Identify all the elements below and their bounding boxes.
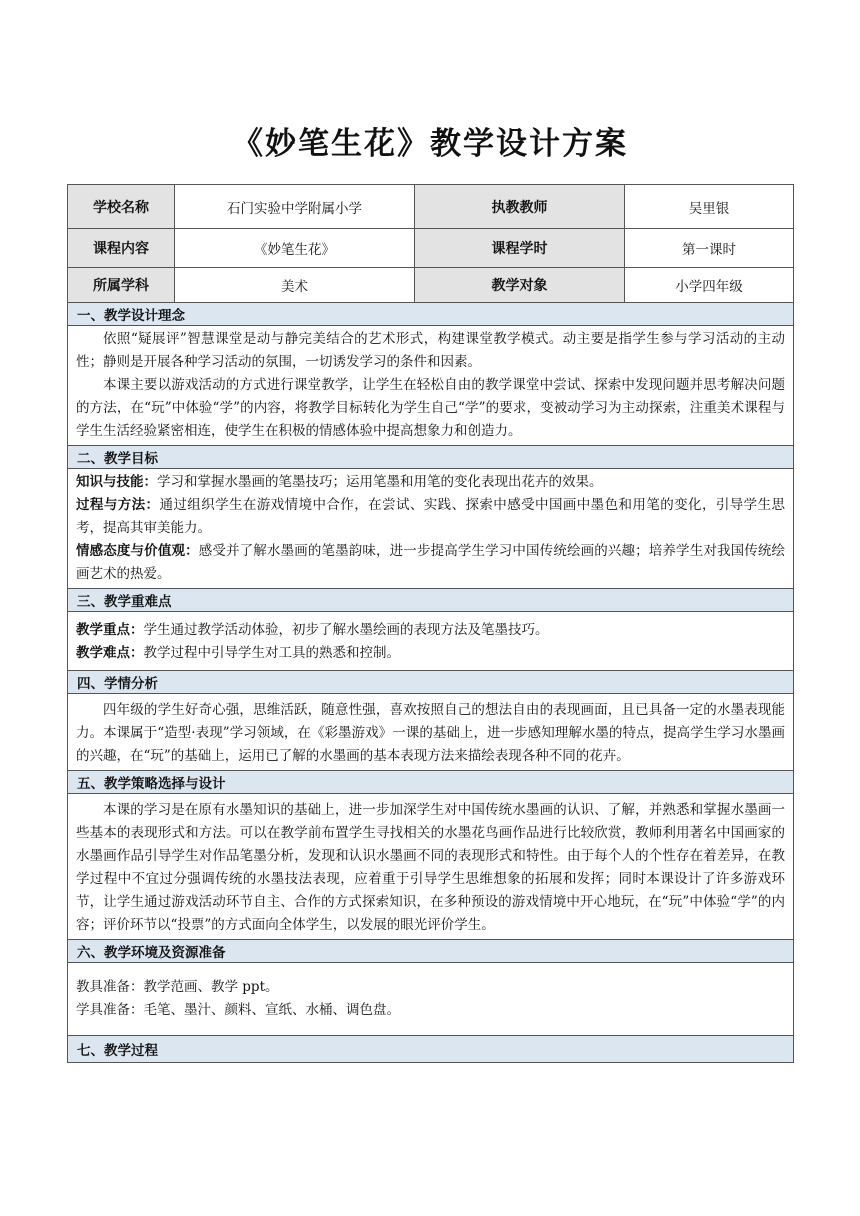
section-heading-objectives: 二、教学目标 [68,446,794,469]
target-label: 教学对象 [415,268,625,303]
key-point-label: 教学重点： [76,622,144,638]
difficulty-label: 教学难点： [76,645,144,661]
section-body-key-points [68,612,794,671]
paragraph: 本课的学习是在原有水墨知识的基础上，进一步加深学生对中国传统水墨画的认识、了解，并熟悉和掌握水墨画一些基本的表现形式和方法。可以在教学前布置学生寻找相关的水墨花鸟画作品进行比较欣赏，教师利用著名中国画家的水墨画作品引导学生对作品笔墨分析，发现和认识水墨画不同的表现形式和特性。由于每个人的个性存在着差异，在教学过程中不宜过分强调传统的水墨技法表现，应着重于引导学生思维想象的拓展和发挥；同时本课设计了许多游戏环节，让学生通过游戏活动环节自主、合作的方式探索知识，在多种预设的游戏情境中开心地玩，在“玩”中体验“学”的内容；评价环节以“投票”的方式面向全体学生，以发展的眼光评价学生。 [76,802,785,933]
key-point-text: 学生通过教学活动体验，初步了解水墨绘画的表现方法及笔墨技巧。 [143,622,549,638]
paragraph: 本课主要以游戏活动的方式进行课堂教学，让学生在轻松自由的教学课堂中尝试、探索中发现问题并思考解决问题的方法，在“玩”中体验“学”的内容，将教学目标转化为学生自己“学”的要求，变被动学习为主动探索，注重美术课程与学生生活经验紧密相连，使学生在积极的情感体验中提高想象力和创造力。 [76,377,785,439]
school-label: 学校名称 [68,185,175,229]
info-row-content [68,229,794,268]
teacher-label: 执教教师 [415,185,625,229]
objective-text: 学习和掌握水墨画的笔墨技巧；运用笔墨和用笔的变化表现出花卉的效果。 [157,474,603,490]
section-body-resources [68,963,794,1036]
section-heading-strategy: 五、教学策略选择与设计 [68,771,794,794]
info-row-subject [68,268,794,303]
subject-label: 所属学科 [68,268,175,303]
document-title: 《妙笔生花》教学设计方案 [232,126,628,162]
section-heading-learner-analysis: 四、学情分析 [68,671,794,694]
school-value: 石门实验中学附属小学 [175,185,415,229]
objective-key: 知识与技能： [76,474,157,490]
objective-process [76,494,785,540]
hours-value: 第一课时 [625,229,794,268]
section-heading-process: 七、教学过程 [68,1036,794,1063]
student-materials: 学具准备：毛笔、墨汁、颜料、宣纸、水桶、调色盘。 [76,1002,400,1018]
key-point [76,619,785,642]
info-row-school [68,185,794,229]
objective-attitude [76,540,785,586]
objective-knowledge [76,471,785,494]
section-body-objectives [68,469,794,589]
objective-key: 过程与方法： [76,497,160,513]
teacher-materials: 教具准备：教学范画、教学 ppt。 [76,979,279,995]
paragraph: 依照“疑展评”智慧课堂是动与静完美结合的艺术形式，构建课堂教学模式。动主要是指学生参与学习活动的主动性；静则是开展各种学习活动的氛围，一切诱发学习的条件和因素。 [76,331,785,370]
section-body-strategy [68,794,794,940]
subject-value: 美术 [175,268,415,303]
target-value: 小学四年级 [625,268,794,303]
section-body-design-concept [68,326,794,446]
section-heading-resources: 六、教学环境及资源准备 [68,940,794,963]
content-value: 《妙笔生花》 [175,229,415,268]
lesson-plan-table [67,184,794,1063]
objective-key: 情感态度与价值观： [76,543,199,559]
teacher-value: 吴里银 [625,185,794,229]
objective-text: 感受并了解水墨画的笔墨韵味，进一步提高学生学习中国传统绘画的兴趣；培养学生对我国传统绘画艺术的热爱。 [76,543,786,582]
section-heading-design-concept: 一、教学设计理念 [68,303,794,326]
hours-label: 课程学时 [415,229,625,268]
difficulty [76,642,785,665]
paragraph: 四年级的学生好奇心强，思维活跃，随意性强，喜欢按照自己的想法自由的表现画面，且已具备一定的水墨表现能力。本课属于“造型·表现”学习领域，在《彩墨游戏》一课的基础上，进一步感知理解水墨的特点，提高学生学习水墨画的兴趣，在“玩”的基础上，运用已了解的水墨画的基本表现方法来描绘表现各种不同的花卉。 [76,702,785,764]
content-label: 课程内容 [68,229,175,268]
objective-text: 通过组织学生在游戏情境中合作，在尝试、实践、探索中感受中国画中墨色和用笔的变化，引导学生思考，提高其审美能力。 [76,497,786,536]
section-heading-key-points: 三、教学重难点 [68,589,794,612]
section-body-learner-analysis [68,694,794,771]
difficulty-text: 教学过程中引导学生对工具的熟悉和控制。 [143,645,400,661]
